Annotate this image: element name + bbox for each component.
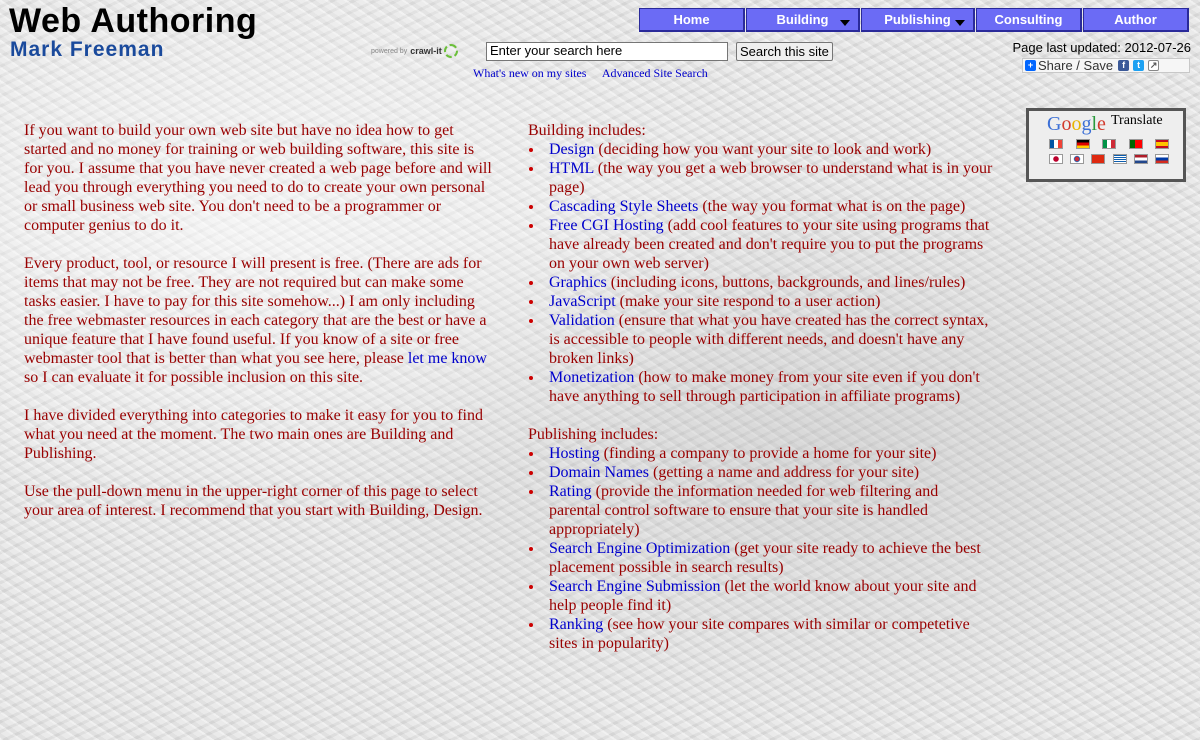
nav-author[interactable]: Author [1083,8,1189,32]
publishing-link[interactable]: Domain Names [549,464,649,481]
flag-ru-icon[interactable] [1155,154,1169,164]
list-item: • Design (deciding how you want your site to look and work) [544,140,993,159]
building-link[interactable]: Graphics [549,274,607,291]
nav-publishing[interactable]: Publishing [861,8,975,32]
nav-home[interactable]: Home [639,8,745,32]
flag-row [1049,139,1169,149]
flag-fr-icon[interactable] [1049,139,1063,149]
flag-pt-icon[interactable] [1129,139,1143,149]
nav-consulting[interactable]: Consulting [976,8,1082,32]
publishing-link[interactable]: Hosting [549,445,600,462]
building-link[interactable]: Free CGI Hosting [549,217,664,234]
building-link[interactable]: JavaScript [549,293,616,310]
twitter-icon[interactable]: t [1133,60,1144,71]
list-item: • Graphics (including icons, buttons, backgrounds, and lines/rules) [544,273,993,292]
intro-paragraph: If you want to build your own web site but have no idea how to get started and no money for training or web building software, this site is for you. I assume that you have never created a web page before and will lead you through everything you need to do to create your own personal or small business web site. You don't need to be a programmer or computer genius to do it. [24,122,492,234]
intro-column [24,121,494,539]
publishing-list [528,444,993,653]
crawlit-logo: powered by crawl-it [371,41,458,61]
flag-kr-icon[interactable] [1070,154,1084,164]
building-heading: Building includes: [528,122,646,139]
building-link[interactable]: Monetization [549,369,635,386]
list-item: • Monetization (how to make money from your site even if you don't have anything to sell through participation in affiliate programs) [544,368,993,406]
facebook-icon[interactable]: f [1118,60,1129,71]
publishing-link[interactable]: Search Engine Submission [549,578,721,595]
list-item: • Cascading Style Sheets (the way you format what is on the page) [544,197,993,216]
list-item: • Validation (ensure that what you have created has the correct syntax, is accessible to people with different needs, and doesn't have any broken links) [544,311,993,368]
intro-paragraph: Every product, tool, or resource I will present is free. (There are ads for items that may not be free. They are not required but can make some tasks easier. I have to pay for this site somehow...) I am only including the free webmaster resources in each category that are the best or have a unique feature that I have found useful. If you know of a site or free webmaster tool that is better than what you see here, please let me know so I can evaluate it for possible inclusion on this site. [24,255,487,386]
flag-jp-icon[interactable] [1049,154,1063,164]
building-list [528,140,993,406]
flag-es-icon[interactable] [1155,139,1169,149]
publishing-link[interactable]: Search Engine Optimization [549,540,731,557]
publishing-heading: Publishing includes: [528,426,659,443]
site-title: Web Authoring [9,2,258,40]
email-share-icon[interactable]: ↗ [1149,60,1158,70]
flag-it-icon[interactable] [1102,139,1116,149]
search-button[interactable]: Search this site [736,42,833,61]
translate-label: Translate [1111,113,1163,128]
nav-building[interactable]: Building [746,8,860,32]
list-item: • HTML (the way you get a web browser to understand what is in your page) [544,159,993,197]
list-item: • Domain Names (getting a name and address for your site) [544,463,993,482]
last-updated: Page last updated: 2012-07-26 [1012,40,1191,55]
building-link[interactable]: HTML [549,160,594,177]
building-link[interactable]: Cascading Style Sheets [549,198,699,215]
main-nav [639,8,1190,32]
intro-paragraph: I have divided everything into categories to make it easy for you to find what you need at the moment. The two main ones are Building and Publishing. [24,407,483,462]
list-item: • Rating (provide the information needed for web filtering and parental control software to ensure that your site is handled appropriately) [544,482,993,539]
contact-link[interactable]: let me know [407,350,487,367]
flag-de-icon[interactable] [1076,139,1090,149]
intro-paragraph: Use the pull-down menu in the upper-right corner of this page to select your area of interest. I recommend that you start with Building, Design. [24,483,483,519]
flag-row [1049,154,1169,164]
flag-cn-icon[interactable] [1091,154,1105,164]
list-item: • Search Engine Submission (let the world know about your site and help people find it) [544,577,993,615]
google-logo: Google [1047,113,1106,135]
flag-gr-icon[interactable] [1113,154,1127,164]
site-author: Mark Freeman [10,38,165,61]
list-item: • Free CGI Hosting (add cool features to your site using programs that have already been created and don't require you to put the programs on your own web server) [544,216,993,273]
plus-icon: + [1025,60,1036,71]
crawlit-icon [444,44,458,58]
publishing-link[interactable]: Rating [549,483,592,500]
categories-column [528,121,993,672]
flag-nl-icon[interactable] [1134,154,1148,164]
search-links [473,66,721,81]
search-input[interactable]: Enter your search here [486,42,728,61]
advanced-search-link[interactable]: Advanced Site Search [601,66,708,80]
building-link[interactable]: Design [549,141,595,158]
list-item: • Ranking (see how your site compares with similar or competetive sites in popularity) [544,615,993,653]
google-translate-widget [1026,108,1186,182]
chevron-down-icon [955,20,965,26]
publishing-link[interactable]: Ranking [549,616,604,633]
whats-new-link[interactable]: What's new on my sites [473,66,587,80]
list-item: • JavaScript (make your site respond to a user action) [544,292,993,311]
share-save-button[interactable]: + Share / Save f t ↗ [1022,58,1190,73]
list-item: • Search Engine Optimization (get your site ready to achieve the best placement possible in search results) [544,539,993,577]
building-link[interactable]: Validation [549,312,615,329]
chevron-down-icon [840,20,850,26]
list-item: • Hosting (finding a company to provide a home for your site) [544,444,993,463]
